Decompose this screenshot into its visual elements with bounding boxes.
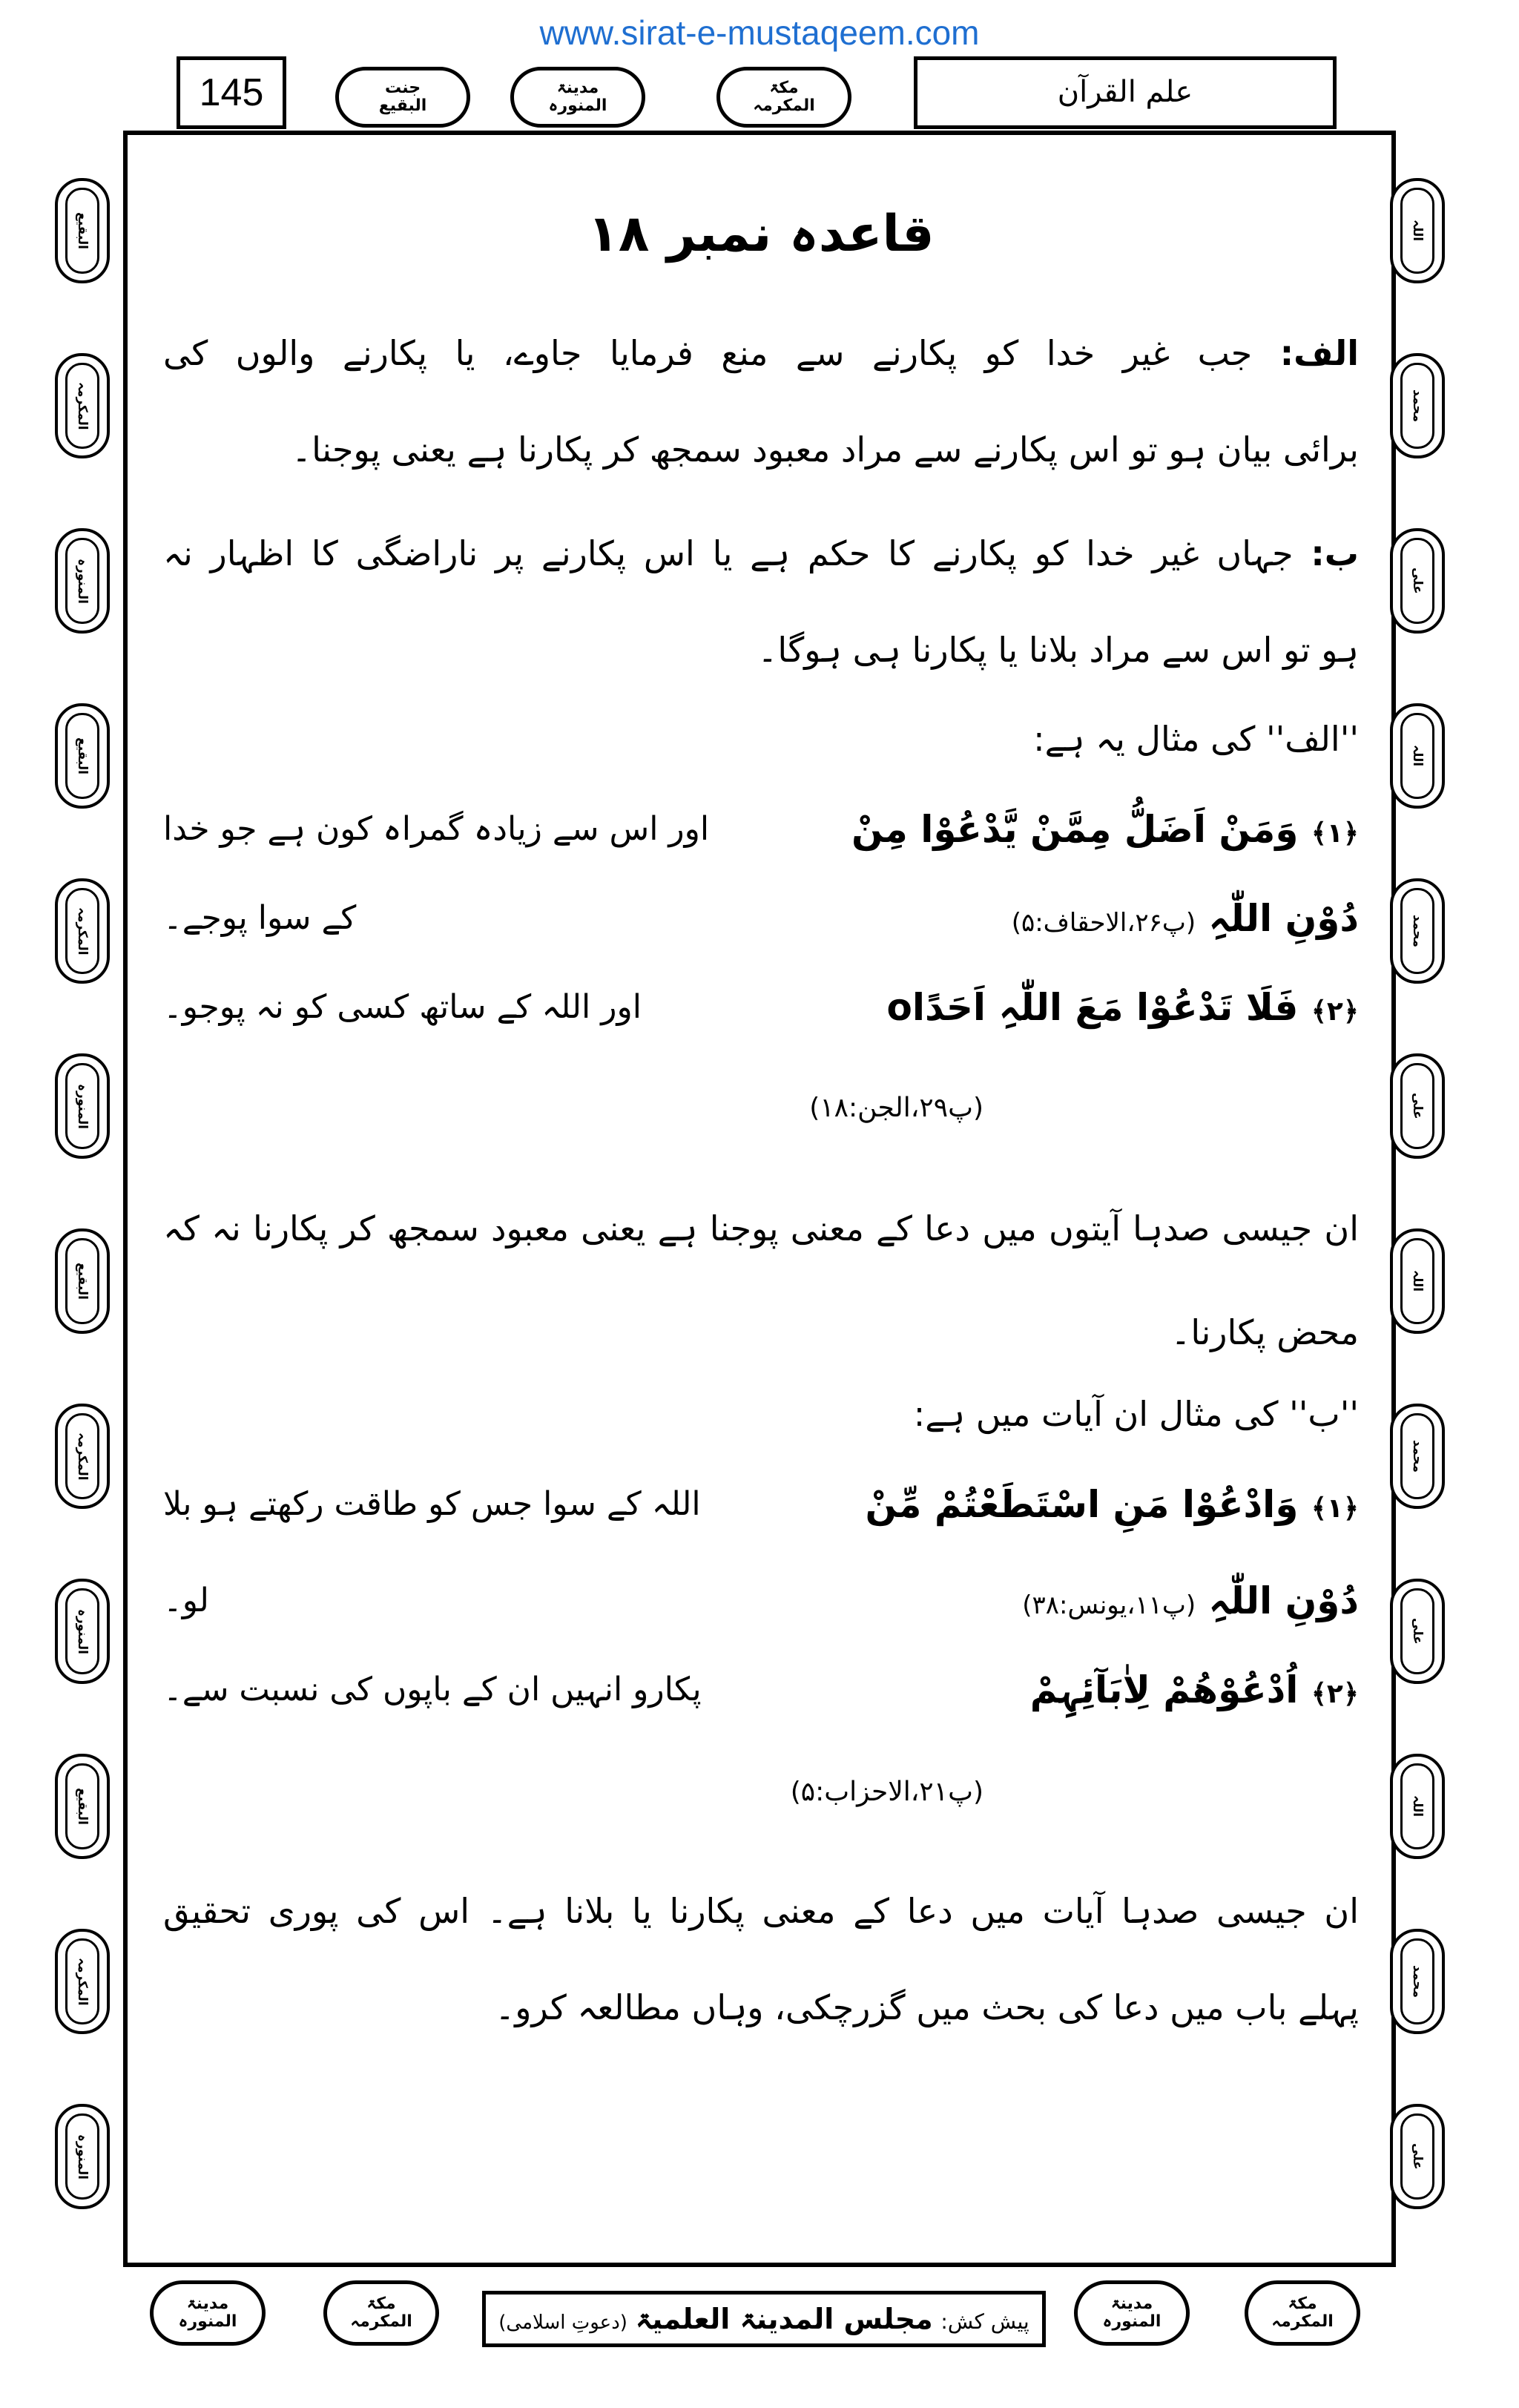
header-badge-baqi	[335, 67, 470, 128]
page-number: 145	[177, 56, 286, 129]
badge-bottom-text: المکرمہ	[753, 96, 815, 115]
ornament-text: علی	[1400, 1063, 1434, 1149]
ex2-reference: (پ۲۹،الجن:۱۸)	[809, 1093, 983, 1123]
ornament-text: المکرمہ	[65, 888, 99, 974]
ex4-reference: (پ۲۱،الاحزاب:۵)	[790, 1777, 983, 1807]
right-ornament	[1390, 1754, 1445, 1859]
ornament-text: علی	[1400, 538, 1434, 624]
ornament-text: محمد	[1400, 888, 1434, 974]
left-ornament	[55, 1053, 110, 1159]
example-be-heading: ''ب'' کی مثال ان آیات میں ہے:	[913, 1394, 1359, 1434]
ex3-arabic-line2	[1022, 1570, 1359, 1636]
right-ornament	[1390, 1929, 1445, 2034]
ornament-text: المکرمہ	[65, 363, 99, 449]
presenter-org: مجلس المدینۃ العلمیۃ	[635, 2303, 933, 2335]
ornament-text: علی	[1400, 2113, 1434, 2200]
badge-top-text: مدینۃ	[186, 2294, 229, 2313]
badge-bottom-text: المنورہ	[548, 96, 607, 115]
presenter-sub: (دعوتِ اسلامی)	[498, 2312, 627, 2334]
ornament-text: اللہ	[1400, 188, 1434, 274]
ornament-text: المنورہ	[65, 1063, 99, 1149]
ornament-text: البقیع	[65, 1763, 99, 1849]
para-label: ب:	[1311, 533, 1360, 573]
left-ornament	[55, 1228, 110, 1334]
badge-top-text: مدینۃ	[1110, 2294, 1153, 2313]
badge-top-text: مکۃ	[769, 79, 799, 97]
page-footer	[0, 2274, 1519, 2352]
page-body	[153, 145, 1369, 2252]
ornament-text: محمد	[1400, 1413, 1434, 1499]
para-label: الف:	[1279, 333, 1359, 373]
badge-top-text: مکۃ	[366, 2294, 396, 2313]
ex3-urdu-line2: لو۔	[163, 1582, 209, 1619]
ornament-text: اللہ	[1400, 1238, 1434, 1324]
ex1-urdu-line1: اور اس سے زیادہ گمراہ کون ہے جو خدا	[163, 810, 710, 848]
footer-badge-madinah	[150, 2280, 266, 2346]
ornament-text: المکرمہ	[65, 1938, 99, 2024]
badge-top-text: مکۃ	[1288, 2294, 1317, 2313]
footer-badge-makkah	[323, 2280, 439, 2346]
arabic-text: اُدْعُوْھُمْ لِاٰبَآئِہِمْ	[1029, 1668, 1299, 1711]
verse-number: ﴿۱﴾	[1311, 1493, 1359, 1524]
left-ornament	[55, 878, 110, 984]
right-ornament	[1390, 178, 1445, 283]
ornament-text: البقیع	[65, 713, 99, 799]
left-ornament	[55, 1404, 110, 1509]
header-badge-madinah	[510, 67, 645, 128]
arabic-text: وَمَنْ اَضَلُّ مِمَّنْ یَّدْعُوْا مِنْ	[851, 808, 1299, 851]
ornament-text: المنورہ	[65, 538, 99, 624]
footer-badge-madinah-2	[1074, 2280, 1190, 2346]
para-be-line1	[163, 524, 1359, 583]
ornament-text: المنورہ	[65, 1588, 99, 1674]
arabic-text: وَادْعُوْا مَنِ اسْتَطَعْتُمْ مِّنْ	[865, 1483, 1299, 1526]
left-ornament	[55, 353, 110, 458]
ornament-text: اللہ	[1400, 1763, 1434, 1849]
ex1-arabic-line1	[851, 798, 1359, 865]
left-ornament	[55, 528, 110, 634]
verse-reference: (پ۱۱،یونس:۳۸)	[1022, 1590, 1196, 1620]
right-ornament	[1390, 2104, 1445, 2209]
book-title: علم القرآن	[914, 56, 1337, 129]
presenter-box	[482, 2291, 1046, 2347]
presenter-lead: پیش کش:	[940, 2309, 1029, 2334]
ex2-urdu: اور اللہ کے ساتھ کسی کو نہ پوجو۔	[163, 988, 642, 1026]
para-alif-line2: برائی بیان ہو تو اس پکارنے سے مراد معبود سمجھ کر پکارنا ہے یعنی پوجنا۔	[291, 430, 1359, 470]
ornament-text: البقیع	[65, 1238, 99, 1324]
right-ornament	[1390, 878, 1445, 984]
verse-number: ﴿۲﴾	[1311, 996, 1359, 1027]
left-ornament	[55, 1754, 110, 1859]
ornament-text: المکرمہ	[65, 1413, 99, 1499]
left-ornament	[55, 1579, 110, 1684]
left-ornament	[55, 178, 110, 283]
right-ornament	[1390, 1404, 1445, 1509]
badge-bottom-text: المنورہ	[1102, 2312, 1162, 2331]
badge-top-text: جنت	[384, 79, 421, 97]
badge-bottom-text: المکرمہ	[1271, 2312, 1334, 2331]
section-title: قاعدہ نمبر ۱۸	[587, 205, 935, 263]
ornament-text: محمد	[1400, 1938, 1434, 2024]
arabic-text: فَلَا تَدْعُوْا مَعَ اللّٰہِ اَحَدًاo	[886, 986, 1299, 1029]
left-ornament	[55, 2104, 110, 2209]
right-ornament	[1390, 528, 1445, 634]
badge-bottom-text: البقیع	[378, 96, 427, 115]
right-ornament	[1390, 1579, 1445, 1684]
ex1-arabic-line2	[1012, 887, 1359, 954]
right-ornament	[1390, 1053, 1445, 1159]
ornament-text: المنورہ	[65, 2113, 99, 2200]
ornament-text: علی	[1400, 1588, 1434, 1674]
arabic-text: دُوْنِ اللّٰہِ	[1208, 897, 1359, 940]
ornament-text: اللہ	[1400, 713, 1434, 799]
ex2-arabic	[886, 976, 1359, 1043]
badge-bottom-text: المکرمہ	[350, 2312, 412, 2331]
summary1-line1: ان جیسی صدہا آیتوں میں دعا کے معنی پوجنا ہے یعنی معبود سمجھ کر پکارنا نہ کہ	[163, 1208, 1359, 1249]
para-be-line2: ہو تو اس سے مراد بلانا یا پکارنا ہی ہوگا۔	[757, 630, 1359, 670]
summary1-line2: محض پکارنا۔	[1170, 1312, 1359, 1352]
left-ornament	[55, 703, 110, 809]
ex4-arabic	[1030, 1659, 1359, 1726]
footer-badge-makkah-2	[1245, 2280, 1360, 2346]
right-ornament	[1390, 353, 1445, 458]
ex1-urdu-line2: کے سوا پوجے۔	[163, 899, 357, 937]
arabic-text: دُوْنِ اللّٰہِ	[1208, 1579, 1359, 1622]
badge-top-text: مدینۃ	[556, 79, 599, 97]
ornament-text: البقیع	[65, 188, 99, 274]
verse-reference: (پ۲۶،الاحقاف:۵)	[1011, 908, 1196, 938]
right-ornament	[1390, 1228, 1445, 1334]
example-alif-heading: ''الف'' کی مثال یہ ہے:	[1033, 719, 1359, 759]
para-alif-line1	[163, 323, 1359, 383]
verse-number: ﴿۱﴾	[1311, 818, 1359, 849]
badge-bottom-text: المنورہ	[178, 2312, 237, 2331]
ex4-urdu: پکارو انہیں ان کے باپوں کی نسبت سے۔	[163, 1671, 702, 1708]
site-url[interactable]: www.sirat-e-mustaqeem.com	[539, 13, 980, 52]
ex3-urdu-line1: اللہ کے سوا جس کو طاقت رکھتے ہو بلا	[163, 1485, 701, 1523]
right-ornament	[1390, 703, 1445, 809]
para-text: جب غیر خدا کو پکارنے سے منع فرمایا جاوے، یا پکارنے والوں کی	[163, 333, 1253, 373]
summary2-line1: ان جیسی صدہا آیات میں دعا کے معنی پکارنا یا بلانا ہے۔ اس کی پوری تحقیق	[163, 1891, 1359, 1931]
header-badge-makkah	[716, 67, 851, 128]
ornament-text: محمد	[1400, 363, 1434, 449]
left-ornament	[55, 1929, 110, 2034]
summary2-line2: پہلے باب میں دعا کی بحث میں گزرچکی، وہاں مطالعہ کرو۔	[495, 1987, 1359, 2027]
para-text: جہاں غیر خدا کو پکارنے کا حکم ہے یا اس پکارنے پر ناراضگی کا اظہار نہ	[163, 533, 1294, 573]
ex3-arabic-line1	[865, 1473, 1359, 1540]
verse-number: ﴿۲﴾	[1311, 1679, 1359, 1709]
